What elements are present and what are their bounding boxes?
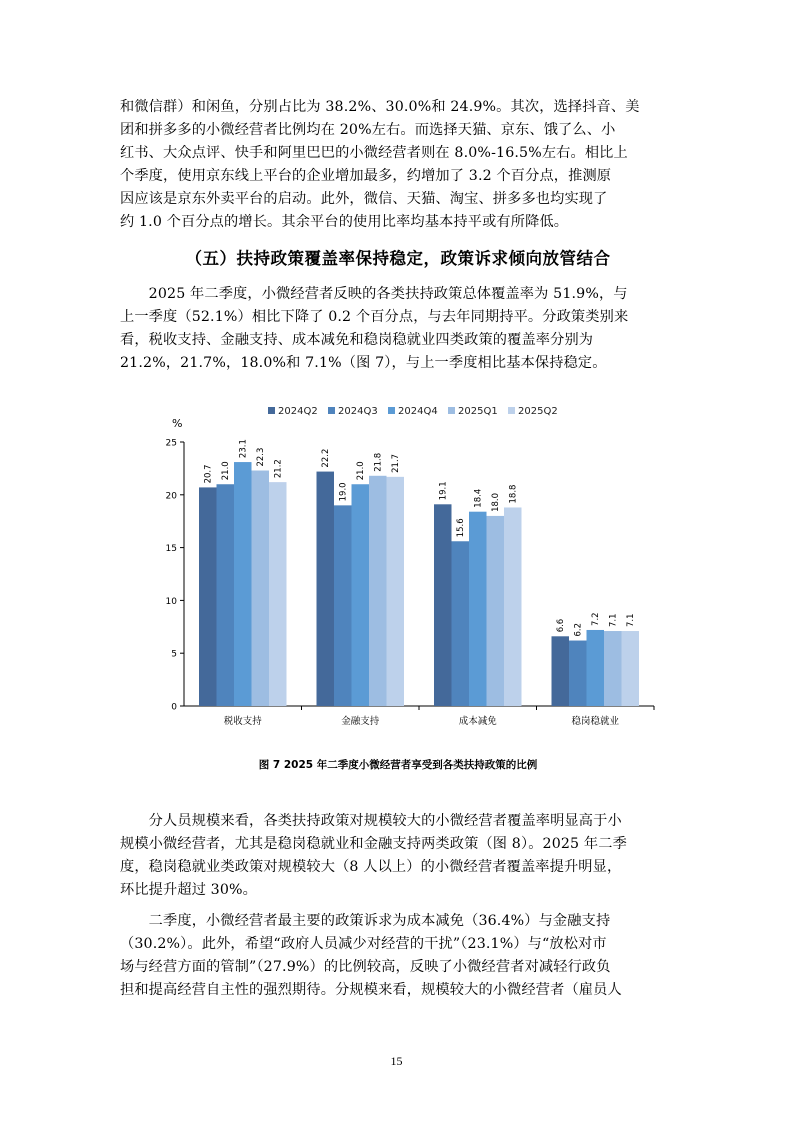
data-label: 15.6 xyxy=(456,518,467,538)
y-tick-label: 5 xyxy=(171,649,177,660)
bar xyxy=(234,462,252,706)
text-line: （30.2%）。此外，希望“政府人员减少对经营的干扰”（23.1%）与“放松对市 xyxy=(120,936,607,952)
y-tick-label: 10 xyxy=(165,596,177,607)
bar xyxy=(217,484,235,706)
x-tick-label: 稳岗稳就业 xyxy=(571,716,620,727)
legend-swatch xyxy=(508,407,515,414)
bar xyxy=(269,482,287,706)
bar xyxy=(199,487,217,706)
data-label: 18.4 xyxy=(473,488,484,508)
policy-coverage-chart xyxy=(160,402,660,732)
y-tick-label: 15 xyxy=(165,544,177,555)
figure-caption: 图 7 2025 年二季度小微经营者享受到各类扶持政策的比例 xyxy=(258,759,538,771)
paragraph-policy-coverage xyxy=(120,283,676,375)
bar xyxy=(487,516,505,706)
text-line: 二季度，小微经营者最主要的政策诉求为成本减免（36.4%）与金融支持 xyxy=(120,913,611,929)
y-tick-label: 0 xyxy=(171,702,177,713)
text-line: 2025 年二季度，小微经营者反映的各类扶持政策总体覆盖率为 51.9%，与 xyxy=(120,286,628,302)
text-line: 和微信群）和闲鱼，分别占比为 38.2%、30.0%和 24.9%。其次，选择抖音、美 xyxy=(120,99,640,115)
data-label: 22.3 xyxy=(256,447,267,467)
text-line: 约 1.0 个百分点的增长。其余平台的使用比率均基本持平或有所降低。 xyxy=(120,214,569,230)
bar xyxy=(334,505,352,706)
legend-label: 2024Q3 xyxy=(338,406,378,417)
bar xyxy=(252,471,270,706)
text-line: 环比提升超过 30%。 xyxy=(120,882,258,898)
x-tick-label: 金融支持 xyxy=(341,716,380,727)
data-label: 21.8 xyxy=(373,452,384,472)
data-label: 19.1 xyxy=(438,481,449,501)
text-line: 场与经营方面的管制”（27.9%）的比例较高，反映了小微经营者对减轻行政负 xyxy=(120,959,611,975)
text-line: 红书、大众点评、快手和阿里巴巴的小微经营者则在 8.0%-16.5%左右。相比上 xyxy=(120,145,628,161)
y-unit-label: % xyxy=(172,417,183,430)
bar xyxy=(317,472,335,706)
bar xyxy=(622,631,640,706)
text-line: 个季度，使用京东线上平台的企业增加最多，约增加了 3.2 个百分点，推测原 xyxy=(120,168,612,184)
section-heading: （五）扶持政策覆盖率保持稳定，政策诉求倾向放管结合 xyxy=(185,249,611,268)
data-label: 20.7 xyxy=(203,464,214,484)
legend-swatch xyxy=(448,407,455,414)
paragraph-policy-demands xyxy=(120,910,676,1002)
bar xyxy=(569,641,587,706)
text-line: 上一季度（52.1%）相比下降了 0.2 个百分点，与去年同期持平。分政策类别来 xyxy=(120,309,629,325)
bar xyxy=(469,512,487,706)
text-line: 规模小微经营者，尤其是稳岗稳就业和金融支持两类政策（图 8）。2025 年二季 xyxy=(120,836,627,852)
bar xyxy=(352,484,370,706)
legend-label: 2024Q2 xyxy=(278,406,318,417)
legend-label: 2024Q4 xyxy=(398,406,438,417)
text-line: 看，税收支持、金融支持、成本减免和稳岗稳就业四类政策的覆盖率分别为 xyxy=(120,332,594,348)
bar xyxy=(387,477,405,706)
data-label: 7.1 xyxy=(626,613,637,628)
bar xyxy=(434,504,452,706)
chart-svg xyxy=(160,402,660,732)
text-line: 担和提高经营自主性的强烈期待。分规模来看，规模较大的小微经营者（雇员人 xyxy=(120,982,622,998)
legend-swatch xyxy=(388,407,395,414)
paragraph-size-analysis xyxy=(120,810,676,902)
text-line: 度，稳岗稳就业类政策对规模较大（8 人以上）的小微经营者覆盖率提升明显， xyxy=(120,859,622,875)
page-number: 15 xyxy=(390,1054,403,1068)
bar xyxy=(452,541,470,706)
legend-swatch xyxy=(268,407,275,414)
data-label: 21.2 xyxy=(273,459,284,479)
bar xyxy=(504,507,522,706)
legend-swatch xyxy=(328,407,335,414)
x-tick-label: 税收支持 xyxy=(223,716,262,727)
y-tick-label: 20 xyxy=(165,491,177,502)
bar xyxy=(369,476,387,706)
text-line: 团和拼多多的小微经营者比例均在 20%左右。而选择天猫、京东、饿了么、小 xyxy=(120,122,616,138)
y-tick-label: 25 xyxy=(165,438,177,449)
data-label: 21.0 xyxy=(356,461,367,481)
text-line: 分人员规模来看，各类扶持政策对规模较大的小微经营者覆盖率明显高于小 xyxy=(120,813,622,829)
data-label: 7.2 xyxy=(591,612,602,626)
bar xyxy=(587,630,605,706)
data-label: 19.0 xyxy=(338,482,349,502)
data-label: 18.8 xyxy=(508,484,519,504)
legend-label: 2025Q2 xyxy=(518,406,558,417)
data-label: 18.0 xyxy=(491,492,502,512)
legend-label: 2025Q1 xyxy=(458,406,498,417)
data-label: 21.7 xyxy=(391,453,402,473)
text-line: 因应该是京东外卖平台的启动。此外，微信、天猫、淘宝、拼多多也均实现了 xyxy=(120,191,608,207)
text-line: 21.2%，21.7%，18.0%和 7.1%（图 7），与上一季度相比基本保持稳定。 xyxy=(120,355,607,371)
data-label: 6.6 xyxy=(556,618,567,633)
data-label: 6.2 xyxy=(573,622,584,637)
bar xyxy=(552,636,570,706)
x-tick-label: 成本减免 xyxy=(458,716,497,727)
data-label: 22.2 xyxy=(321,448,332,468)
data-label: 21.0 xyxy=(221,461,232,481)
bar xyxy=(604,631,622,706)
data-label: 23.1 xyxy=(238,439,249,459)
data-label: 7.1 xyxy=(608,613,619,628)
paragraph-platform-usage xyxy=(120,96,676,234)
